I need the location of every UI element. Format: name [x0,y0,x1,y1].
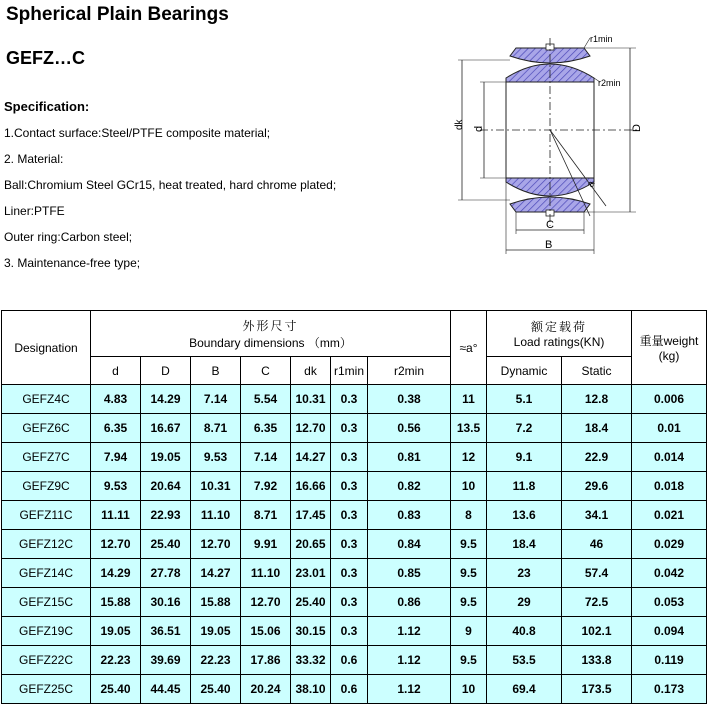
cell-C: 15.06 [241,617,291,646]
table-row [2,501,707,530]
cell-weight: 0.01 [632,414,707,443]
cell-D: 44.45 [141,675,191,704]
cell-d: 14.29 [91,559,141,588]
cell-r1min: 0.6 [331,675,368,704]
col-dk-header: dk [291,357,331,385]
cell-d: 12.70 [91,530,141,559]
cell-angle: 10 [451,675,487,704]
col-r1min-header: r1min [331,357,368,385]
cell-B: 10.31 [191,472,241,501]
cell-weight: 0.053 [632,588,707,617]
cell-dk: 23.01 [291,559,331,588]
cell-dk: 30.15 [291,617,331,646]
bearing-cross-section-diagram [440,30,660,270]
cell-r2min: 0.85 [368,559,451,588]
cell-C: 7.14 [241,443,291,472]
cell-r1min: 0.3 [331,617,368,646]
cell-weight: 0.173 [632,675,707,704]
table-row [2,675,707,704]
cell-r2min: 0.38 [368,385,451,414]
D-label: D [631,124,643,132]
cell-static: 34.1 [562,501,632,530]
cell-weight: 0.006 [632,385,707,414]
angle-header: ≈a° [451,311,487,385]
cell-dk: 17.45 [291,501,331,530]
cell-static: 57.4 [562,559,632,588]
page-title: Spherical Plain Bearings [6,4,229,25]
col-r2min-header: r2min [368,357,451,385]
cell-D: 36.51 [141,617,191,646]
cell-weight: 0.021 [632,501,707,530]
spec-line: Ball:Chromium Steel GCr15, heat treated, hard chrome plated; [4,178,337,192]
cell-r1min: 0.3 [331,559,368,588]
cell-r2min: 0.56 [368,414,451,443]
cell-r1min: 0.3 [331,414,368,443]
cell-designation: GEFZ22C [2,646,91,675]
cell-r1min: 0.3 [331,530,368,559]
boundary-en: Boundary dimensions （mm） [189,335,352,350]
cell-dk: 12.70 [291,414,331,443]
cell-dk: 25.40 [291,588,331,617]
cell-D: 39.69 [141,646,191,675]
cell-dynamic: 53.5 [487,646,562,675]
cell-B: 8.71 [191,414,241,443]
C-label: C [546,219,554,231]
cell-dynamic: 29 [487,588,562,617]
cell-designation: GEFZ14C [2,559,91,588]
col-D-header: D [141,357,191,385]
cell-static: 12.8 [562,385,632,414]
cell-angle: 9 [451,617,487,646]
cell-D: 22.93 [141,501,191,530]
cell-B: 9.53 [191,443,241,472]
cell-designation: GEFZ25C [2,675,91,704]
cell-designation: GEFZ6C [2,414,91,443]
col-d-header: d [91,357,141,385]
cell-C: 9.91 [241,530,291,559]
load-zh: 额定载荷 [530,320,587,334]
cell-C: 7.92 [241,472,291,501]
cell-static: 29.6 [562,472,632,501]
cell-dk: 20.65 [291,530,331,559]
cell-r2min: 0.83 [368,501,451,530]
spec-line: 1.Contact surface:Steel/PTFE composite material; [4,126,271,140]
cell-r2min: 0.84 [368,530,451,559]
cell-designation: GEFZ7C [2,443,91,472]
r2-label: r2min [598,78,621,88]
cell-angle: 9.5 [451,646,487,675]
cell-d: 9.53 [91,472,141,501]
cell-B: 14.27 [191,559,241,588]
cell-dk: 33.32 [291,646,331,675]
col-C-header: C [241,357,291,385]
r1-label: r1min [590,34,613,44]
cell-angle: 9.5 [451,588,487,617]
cell-d: 15.88 [91,588,141,617]
table-row [2,617,707,646]
table-row [2,646,707,675]
cell-r1min: 0.3 [331,501,368,530]
cell-d: 19.05 [91,617,141,646]
cell-d: 11.11 [91,501,141,530]
cell-dk: 38.10 [291,675,331,704]
cell-weight: 0.018 [632,472,707,501]
cell-r1min: 0.3 [331,588,368,617]
cell-angle: 12 [451,443,487,472]
cell-dynamic: 40.8 [487,617,562,646]
cell-dynamic: 18.4 [487,530,562,559]
cell-d: 6.35 [91,414,141,443]
product-header [0,0,707,310]
cell-r1min: 0.6 [331,646,368,675]
table-row [2,472,707,501]
table-row [2,588,707,617]
cell-D: 14.29 [141,385,191,414]
cell-r2min: 1.12 [368,675,451,704]
cell-D: 19.05 [141,443,191,472]
cell-C: 12.70 [241,588,291,617]
cell-C: 6.35 [241,414,291,443]
cell-B: 11.10 [191,501,241,530]
cell-static: 46 [562,530,632,559]
cell-designation: GEFZ11C [2,501,91,530]
weight-zh: 重量weight [639,334,699,348]
load-ratings-header [487,311,632,357]
cell-C: 11.10 [241,559,291,588]
cell-d: 25.40 [91,675,141,704]
cell-weight: 0.119 [632,646,707,675]
table-row [2,530,707,559]
cell-designation: GEFZ15C [2,588,91,617]
B-label: B [545,239,553,251]
table-row [2,414,707,443]
cell-r2min: 0.81 [368,443,451,472]
cell-static: 72.5 [562,588,632,617]
d-label: d [473,125,485,132]
cell-r1min: 0.3 [331,472,368,501]
cell-r2min: 1.12 [368,646,451,675]
cell-B: 12.70 [191,530,241,559]
cell-angle: 13.5 [451,414,487,443]
cell-dynamic: 9.1 [487,443,562,472]
cell-designation: GEFZ9C [2,472,91,501]
cell-r1min: 0.3 [331,385,368,414]
cell-static: 22.9 [562,443,632,472]
cell-designation: GEFZ12C [2,530,91,559]
cell-static: 102.1 [562,617,632,646]
cell-r1min: 0.3 [331,443,368,472]
cell-C: 8.71 [241,501,291,530]
model-code: GEFZ…C [6,48,85,68]
cell-weight: 0.029 [632,530,707,559]
table-row [2,443,707,472]
cell-dynamic: 7.2 [487,414,562,443]
cell-r2min: 1.12 [368,617,451,646]
spec-heading: Specification: [4,99,90,114]
table-row [2,559,707,588]
cell-weight: 0.094 [632,617,707,646]
cell-dk: 14.27 [291,443,331,472]
cell-static: 133.8 [562,646,632,675]
load-en: Load ratings(KN) [513,335,605,349]
spec-line: 2. Material: [4,152,64,166]
spec-line: Liner:PTFE [4,204,65,218]
cell-D: 27.78 [141,559,191,588]
cell-d: 22.23 [91,646,141,675]
cell-B: 25.40 [191,675,241,704]
cell-B: 7.14 [191,385,241,414]
col-B-header: B [191,357,241,385]
a-label: a [585,179,598,190]
spec-line: Outer ring:Carbon steel; [4,230,133,244]
table-row [2,385,707,414]
cell-dk: 16.66 [291,472,331,501]
cell-d: 4.83 [91,385,141,414]
cell-dynamic: 11.8 [487,472,562,501]
specifications-table [1,310,707,704]
cell-B: 22.23 [191,646,241,675]
cell-B: 15.88 [191,588,241,617]
cell-C: 17.86 [241,646,291,675]
cell-designation: GEFZ19C [2,617,91,646]
cell-r2min: 0.82 [368,472,451,501]
cell-static: 18.4 [562,414,632,443]
cell-D: 20.64 [141,472,191,501]
cell-C: 20.24 [241,675,291,704]
cell-r2min: 0.86 [368,588,451,617]
cell-dynamic: 69.4 [487,675,562,704]
cell-weight: 0.042 [632,559,707,588]
cell-designation: GEFZ4C [2,385,91,414]
weight-unit: (kg) [658,349,680,363]
cell-static: 173.5 [562,675,632,704]
cell-angle: 9.5 [451,530,487,559]
cell-dynamic: 5.1 [487,385,562,414]
designation-header: Designation [2,311,91,385]
cell-angle: 11 [451,385,487,414]
cell-d: 7.94 [91,443,141,472]
cell-dynamic: 13.6 [487,501,562,530]
dynamic-header: Dynamic [487,357,562,385]
dk-label: dk [454,119,465,130]
cell-D: 25.40 [141,530,191,559]
cell-angle: 10 [451,472,487,501]
spec-line: 3. Maintenance-free type; [4,256,141,270]
cell-angle: 9.5 [451,559,487,588]
cell-dynamic: 23 [487,559,562,588]
cell-C: 5.54 [241,385,291,414]
cell-B: 19.05 [191,617,241,646]
table-body [2,385,707,704]
cell-weight: 0.014 [632,443,707,472]
cell-dk: 10.31 [291,385,331,414]
static-header: Static [562,357,632,385]
cell-D: 16.67 [141,414,191,443]
weight-header [632,311,707,385]
cell-D: 30.16 [141,588,191,617]
boundary-zh: 外形尺寸 [242,318,299,333]
boundary-dimensions-header [91,311,451,357]
cell-angle: 8 [451,501,487,530]
